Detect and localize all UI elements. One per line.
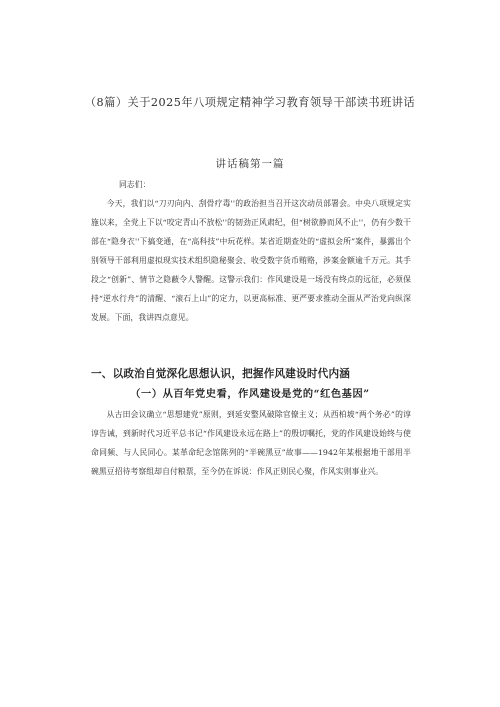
salutation: 同志们： [119,180,151,189]
heading-level-1: 一、以政治自觉深化思想认识，把握作风建设时代内涵 [91,368,351,380]
heading-level-2: （一）从百年党史看，作风建设是党的“红色基因” [130,388,370,400]
document-title: （8篇）关于2025年八项规定精神学习教育领导干部读书班讲话 [84,96,416,109]
paragraph-1: 今天，我们以“刀刃向内、刮骨疗毒''的政治担当召开这次动员部署会。中央八项规定实施以来，全党上下以“咬定青山不放松''的韧劲正风肃纪，但“树欲静而风不止''，仍有少数干部在“隐身衣''下搞变通，在“高科技”中玩花样。某省近期查处的“虚拟会所”案件，暴露出个别领导干部利用虚拟现实技术组织隐秘聚会、收受数字货币贿赂，涉案金额逾千万元。其手段之“创新”、情节之隐蔽令人警醒。这警示我们：作风建设是一场没有终点的远征，必须保持“逆水行舟”的清醒、“滚石上山”的定力，以更高标准、更严要求推动全面从严治党向纵深发展。下面，我讲四点意见。 [91,199,411,322]
section-heading: 讲话稿第一篇 [215,158,285,170]
paragraph-2: 从古田会议确立“思想建党”原则，到延安整风破除官僚主义；从西柏坡“两个务必”的谆谆告诫，到新时代习近平总书记“作风建设永远在路上”的殷切嘱托，党的作风建设始终与使命同频、与人民同心。某革命纪念馆陈列的“半碗黑豆”故事——1942年某根据地干部用半碗黑豆招待考察组却自付粮票，至今仍在诉说：作风正则民心聚，作风实则事业兴。 [91,410,411,476]
